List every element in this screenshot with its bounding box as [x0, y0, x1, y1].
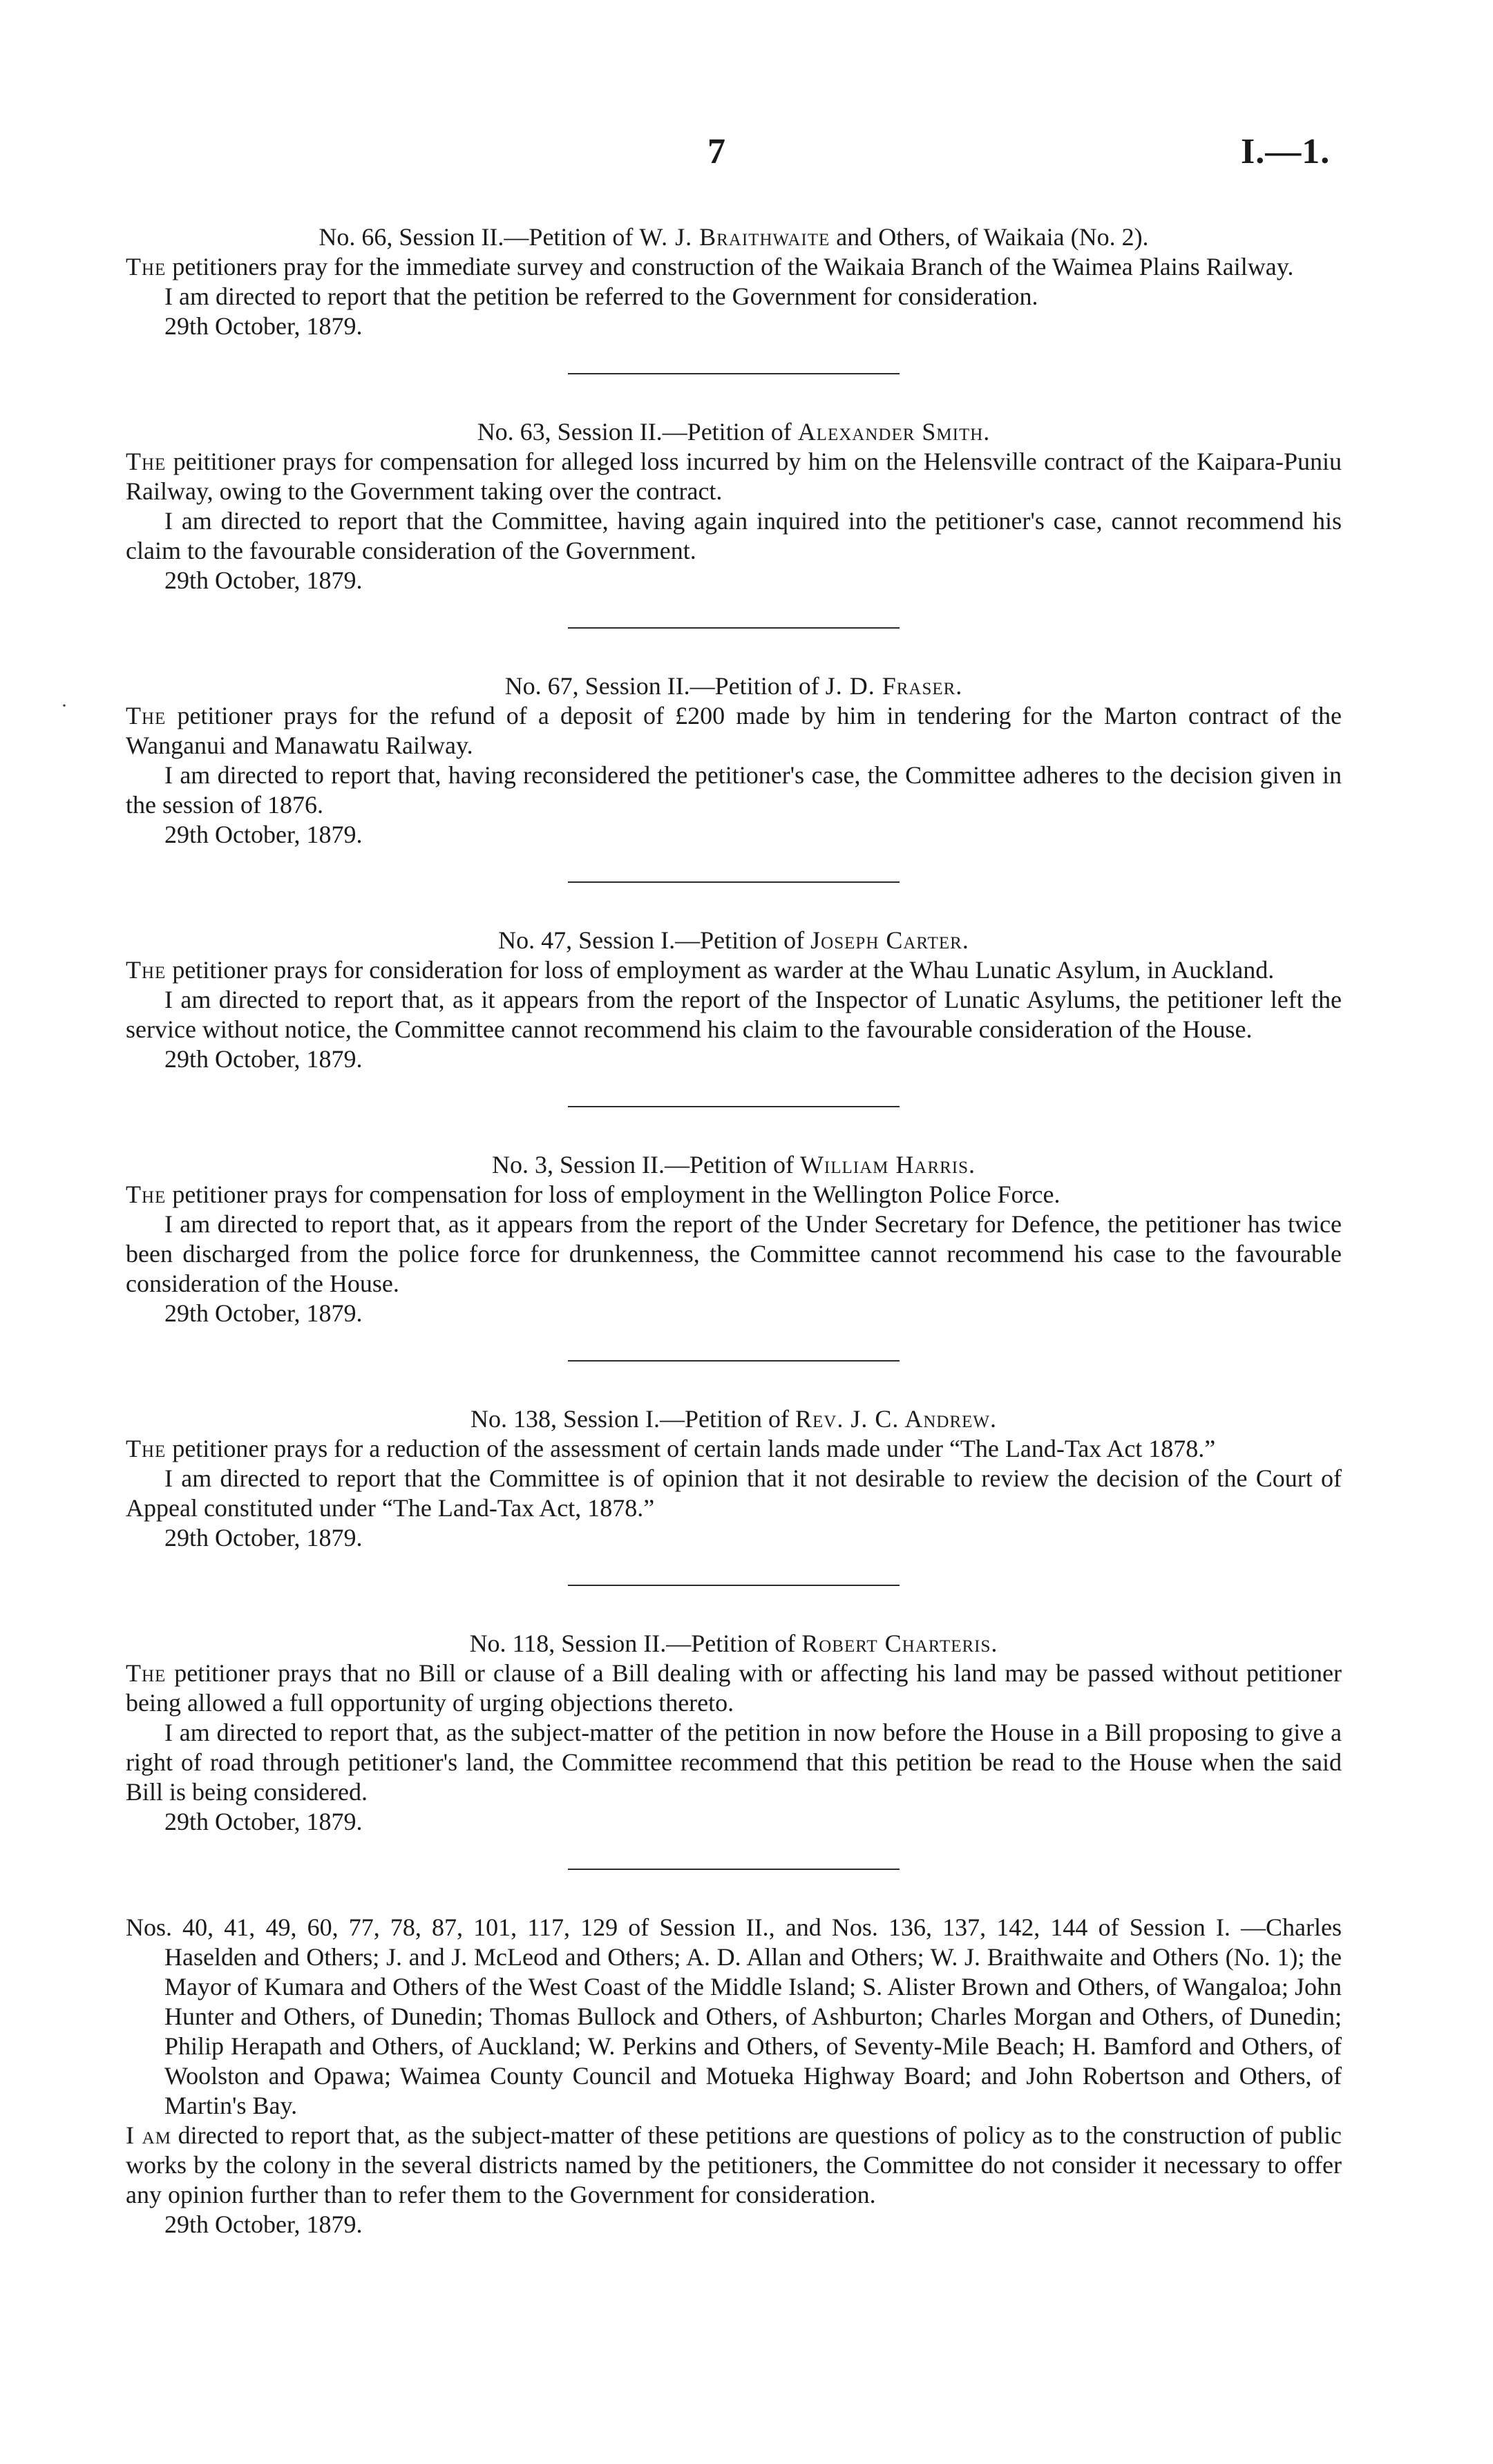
- committee-report: I am directed to report that, having reconsidered the petitioner's case, the Committee adheres to the decision given in the session of 1876.: [126, 761, 1342, 819]
- prayer-lead: The: [126, 1435, 167, 1462]
- section-divider: [568, 1106, 900, 1107]
- report-date: 29th October, 1879.: [164, 1808, 363, 1835]
- petition-section: [126, 1150, 1342, 1328]
- petition-prayer: [126, 1434, 1342, 1464]
- section-divider: [568, 627, 900, 629]
- petition-heading: [126, 926, 1342, 955]
- petition-prayer: [126, 1180, 1342, 1210]
- petition-prayer: [126, 955, 1342, 985]
- prayer-text: petitioners pray for the immediate survey and construction of the Waikaia Branch of the Waimea Plains Railway.: [172, 253, 1294, 280]
- prayer-lead: The: [126, 1181, 167, 1208]
- petitioner-name: Rev. J. C. Andrew.: [795, 1405, 998, 1433]
- report-date: 29th October, 1879.: [164, 566, 363, 594]
- prayer-lead: The: [126, 956, 167, 984]
- document-reference: I.—1.: [1241, 132, 1331, 171]
- petition-section: [126, 1629, 1342, 1837]
- petition-section: [126, 222, 1342, 341]
- prayer-text: petitioner prays for the refund of a deposit of £200 made by him in tendering for the Marton contract of the Wanganui and Manawatu Railway.: [126, 702, 1342, 759]
- committee-report: I am directed to report that the Committee, having again inquired into the petitioner's case, cannot recommend his claim to the favourable consideration of the Government.: [126, 507, 1342, 564]
- petition-heading: [126, 671, 1342, 701]
- petitioner-name: William Harris.: [799, 1151, 976, 1178]
- report-date: 29th October, 1879.: [164, 821, 363, 848]
- petition-heading: [126, 417, 1342, 447]
- petition-number: No. 63, Session II.—Petition of: [477, 418, 792, 446]
- petition-section: [126, 926, 1342, 1074]
- report-date: 29th October, 1879.: [164, 1045, 363, 1073]
- petition-heading: [126, 1404, 1342, 1434]
- petition-heading: [126, 1629, 1342, 1659]
- page-header: [0, 132, 1493, 178]
- petition-number: No. 118, Session II.—Petition of: [469, 1630, 796, 1657]
- report-date: 29th October, 1879.: [164, 1299, 363, 1327]
- petition-heading: [126, 1150, 1342, 1180]
- petition-number: No. 66, Session II.—Petition of: [318, 223, 634, 251]
- prayer-text: petitioner prays for compensation for loss of employment in the Wellington Police Force.: [172, 1181, 1061, 1208]
- petition-number: No. 67, Session II.—Petition of: [504, 672, 819, 700]
- petition-number: No. 3, Session II.—Petition of: [491, 1151, 794, 1178]
- section-divider: [568, 1360, 900, 1362]
- petition-heading: [126, 222, 1342, 252]
- section-divider: [568, 1869, 900, 1870]
- petitioner-name: Alexander Smith.: [797, 418, 991, 446]
- prayer-text: petitioner prays for consideration for loss of employment as warder at the Whau Lunatic Asylum, in Auckland.: [172, 956, 1275, 984]
- petitioner-name: W. J. Braithwaite: [639, 223, 830, 251]
- prayer-lead: The: [126, 448, 167, 475]
- prayer-text: petitioner prays for a reduction of the assessment of certain lands made under “The Land-Tax Act 1878.”: [172, 1435, 1216, 1462]
- combined-petitions-heading: Nos. 40, 41, 49, 60, 77, 78, 87, 101, 117, 129 of Session II., and Nos. 136, 137, 142, 144 of Session I. —Charles Haselden and Others; J. and J. McLeod and Others; A. D. Allan and Others; W. J. Braithwaite and Others (No. 1); the Mayor of Kumara and Others of the West Coast of the Middle Island; S. Alister Brown and Others, of Wangaloa; John Hunter and Others, of Dunedin; Thomas Bullock and Others, of Ashburton; Charles Morgan and Others, of Dunedin; Philip Herapath and Others, of Auckland; W. Perkins and Others, of Seventy-Mile Beach; H. Bamford and Others, of Woolston and Opawa; Waimea County Council and Motueka Highway Board; and John Robertson and Others, of Martin's Bay.: [126, 1913, 1342, 2119]
- petition-section: [126, 1404, 1342, 1553]
- petition-section: [126, 417, 1342, 595]
- committee-report: I am directed to report that the Committee is of opinion that it not desirable to review the decision of the Court of Appeal constituted under “The Land-Tax Act, 1878.”: [126, 1464, 1342, 1522]
- petition-prayer: [126, 447, 1342, 506]
- committee-report: I am directed to report that the petition be referred to the Government for consideration.: [164, 283, 1038, 310]
- combined-report: [126, 2121, 1342, 2210]
- petition-prayer: [126, 701, 1342, 761]
- prayer-lead: The: [126, 253, 167, 280]
- section-divider: [568, 1585, 900, 1586]
- report-date: 29th October, 1879.: [164, 312, 363, 340]
- prayer-lead: The: [126, 1659, 167, 1687]
- report-text: directed to report that, as the subject-matter of these petitions are questions of policy as to the construction of public works by the colony in the several districts named by the petitioners, the Committee do not consider it necessary to offer any opinion further than to refer them to the Government for consideration.: [126, 2121, 1342, 2208]
- committee-report: I am directed to report that, as the subject-matter of the petition in now before the House in a Bill proposing to give a right of road through petitioner's land, the Committee recommend that this petition be read to the House when the said Bill is being considered.: [126, 1719, 1342, 1806]
- petitioner-name: Robert Charteris.: [801, 1630, 998, 1657]
- petition-heading-suffix: and Others, of Waikaia (No. 2).: [836, 223, 1149, 251]
- committee-report: I am directed to report that, as it appears from the report of the Inspector of Lunatic Asylums, the petitioner left the service without notice, the Committee cannot recommend his claim to the favourable consideration of the House.: [126, 986, 1342, 1043]
- petitioner-name: J. D. Fraser.: [825, 672, 963, 700]
- margin-mark: ·: [61, 694, 68, 717]
- report-date: 29th October, 1879.: [164, 1524, 363, 1551]
- petition-number: No. 138, Session I.—Petition of: [470, 1405, 789, 1433]
- petition-prayer: [126, 252, 1342, 282]
- prayer-text: peititioner prays for compensation for alleged loss incurred by him on the Helensville contract of the Kaipara-Puniu Railway, owing to the Government taking over the contract.: [126, 448, 1342, 505]
- report-date: 29th October, 1879.: [164, 2210, 363, 2238]
- section-divider: [568, 881, 900, 883]
- petitioner-name: Joseph Carter.: [810, 926, 969, 954]
- committee-report: I am directed to report that, as it appears from the report of the Under Secretary for Defence, the petitioner has twice been discharged from the police force for drunkenness, the Committee cannot recommend his case to the favourable consideration of the House.: [126, 1210, 1342, 1297]
- petitions-report: [126, 222, 1342, 2239]
- prayer-lead: The: [126, 702, 167, 729]
- report-lead: I am: [126, 2121, 171, 2149]
- petition-section: [126, 671, 1342, 850]
- petition-number: No. 47, Session I.—Petition of: [498, 926, 805, 954]
- page-number: 7: [707, 132, 725, 171]
- prayer-text: petitioner prays that no Bill or clause of a Bill dealing with or affecting his land may be passed without petitioner being allowed a full opportunity of urging objections thereto.: [126, 1659, 1342, 1717]
- section-divider: [568, 373, 900, 374]
- combined-petitions-section: [126, 1913, 1342, 2239]
- petition-prayer: [126, 1659, 1342, 1718]
